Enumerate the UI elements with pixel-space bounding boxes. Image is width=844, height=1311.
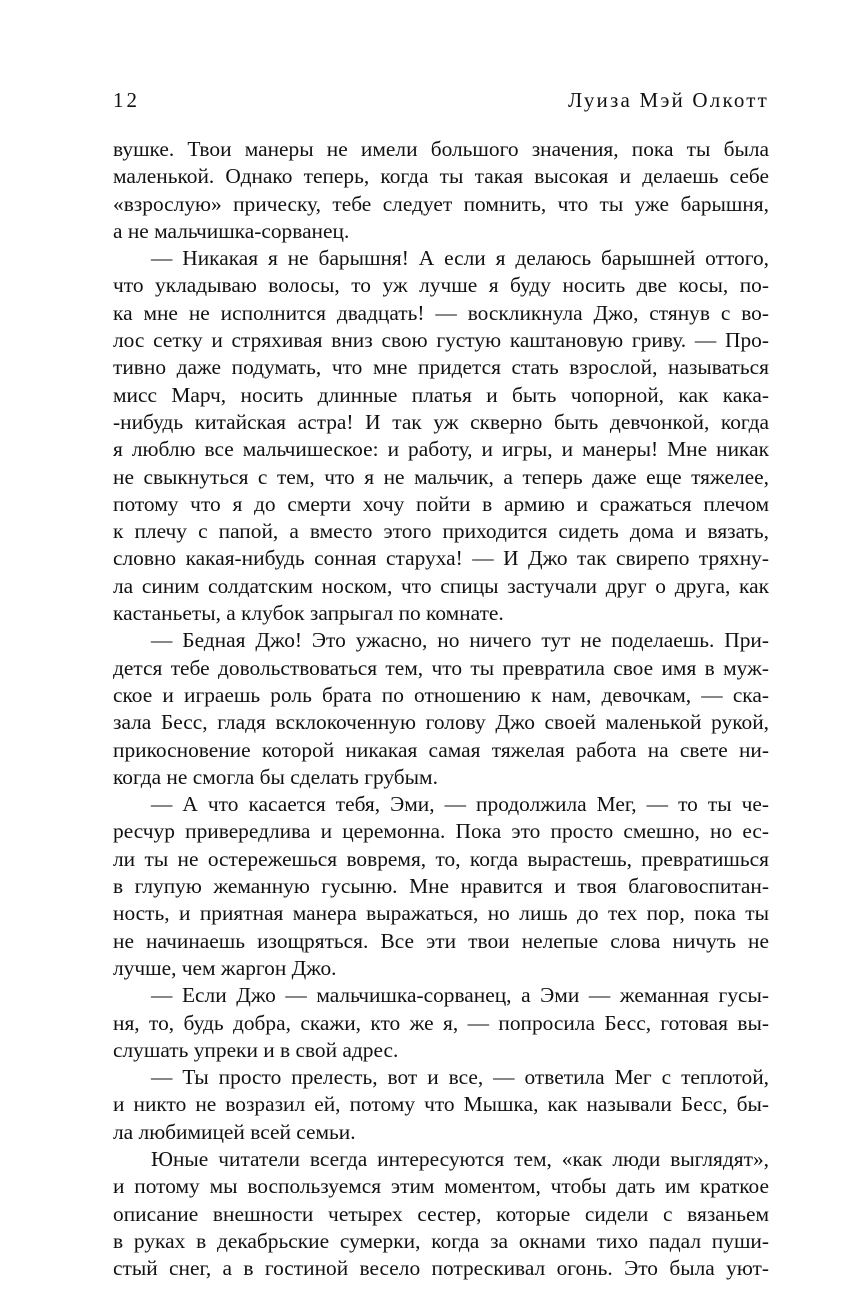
text-line: «взрослую» прическу, тебе следует помнить, что ты уже барышня, [113,191,769,216]
text-line: ня, то, будь добра, скажи, кто же я, — попросила Бесс, готовая вы- [113,1010,769,1035]
text-line: и никто не возразил ей, потому что Мышка, как называли Бесс, бы- [113,1092,769,1117]
text-line: — Ты просто прелесть, вот и все, — ответила Мег с теплотой, [151,1065,769,1090]
text-line: маленькой. Однако теперь, когда ты такая высокая и делаешь себе [113,164,769,189]
text-line: зала Бесс, гладя всклокоченную голову Джо своей маленькой рукой, [113,710,769,735]
text-line: лос сетку и стряхивая вниз свою густую каштановую гриву. — Про- [113,328,769,353]
text-line: ность, и приятная манера выражаться, но лишь до тех пор, пока ты [113,901,769,926]
text-line: — А что касается тебя, Эми, — продолжила Мег, — то ты че- [151,792,769,817]
text-line: стый снег, а в гостиной весело потрескивал огонь. Это была уют- [113,1256,769,1281]
text-line: вушке. Твои манеры не имели большого значения, пока ты была [113,137,769,161]
text-line: что укладываю волосы, то уж лучше я буду носить две косы, по- [113,273,769,298]
text-line: в глупую жеманную гусыню. Мне нравится и твоя благовоспитан- [113,874,769,899]
text-line: к плечу с папой, а вместо этого приходится сидеть дома и вязать, [113,519,769,544]
text-line: мисс Марч, носить длинные платья и быть чопорной, как кака- [113,382,769,407]
text-line: — Если Джо — мальчишка-сорванец, а Эми — жеманная гусы- [151,983,769,1008]
text-line: ское и играешь роль брата по отношению к нам, девочкам, — ска- [113,682,769,707]
text-line: ла любимицей всей семьи. [113,1119,356,1144]
text-line: — Бедная Джо! Это ужасно, но ничего тут не поделаешь. При- [151,628,769,653]
page-number: 12 [113,88,140,112]
text-line: ли ты не остережешься вовремя, то, когда вырастешь, превратишься [113,846,769,871]
text-line: — Никакая я не барышня! А если я делаюсь барышней оттого, [151,246,769,271]
text-line: слушать упреки и в свой адрес. [113,1037,399,1062]
text-line: кастаньеты, а клубок запрыгал по комнате. [113,601,504,626]
text-line: не начинаешь изощряться. Все эти твои нелепые слова ничуть не [113,928,769,953]
text-line: в руках в декабрьские сумерки, когда за окнами тихо падал пуши- [113,1228,769,1253]
text-line: ка мне не исполнится двадцать! — воскликнула Джо, стянув с во- [113,300,769,325]
text-line: потому что я до смерти хочу пойти в армию и сражаться плечом [113,491,769,516]
body-text [113,136,769,1282]
text-line: и потому мы воспользуемся этим моментом, чтобы дать им краткое [113,1174,769,1199]
text-line: дется тебе довольствоваться тем, что ты превратила свое имя в муж- [113,655,769,680]
text-line: лучше, чем жаргон Джо. [113,955,337,980]
text-line: когда не смогла бы сделать грубым. [113,764,438,789]
text-line: я люблю все мальчишеское: и работу, и игры, и манеры! Мне никак [113,437,769,462]
text-line: словно какая-нибудь сонная старуха! — И Джо так свирепо тряхну- [113,546,769,571]
running-title: Луиза Мэй Олкотт [567,88,769,112]
text-line: тивно даже подумать, что мне придется стать взрослой, называться [113,355,769,380]
text-line: не свыкнуться с тем, что я не мальчик, а теперь даже еще тяжелее, [113,464,769,489]
text-line: Юные читатели всегда интересуются тем, «как люди выглядят», [151,1146,769,1171]
text-line: ресчур привередлива и церемонна. Пока это просто смешно, но ес- [113,819,769,844]
text-line: а не мальчишка-сорванец. [113,218,350,243]
running-head [113,84,769,116]
text-line: ла синим солдатским носком, что спицы застучали друг о друга, как [113,573,769,598]
text-line: прикосновение которой никакая самая тяжелая работа на свете ни- [113,737,769,762]
text-line: описание внешности четырех сестер, которые сидели с вязаньем [113,1201,769,1226]
text-line: -нибудь китайская астра! И так уж скверно быть девчонкой, когда [113,409,769,434]
